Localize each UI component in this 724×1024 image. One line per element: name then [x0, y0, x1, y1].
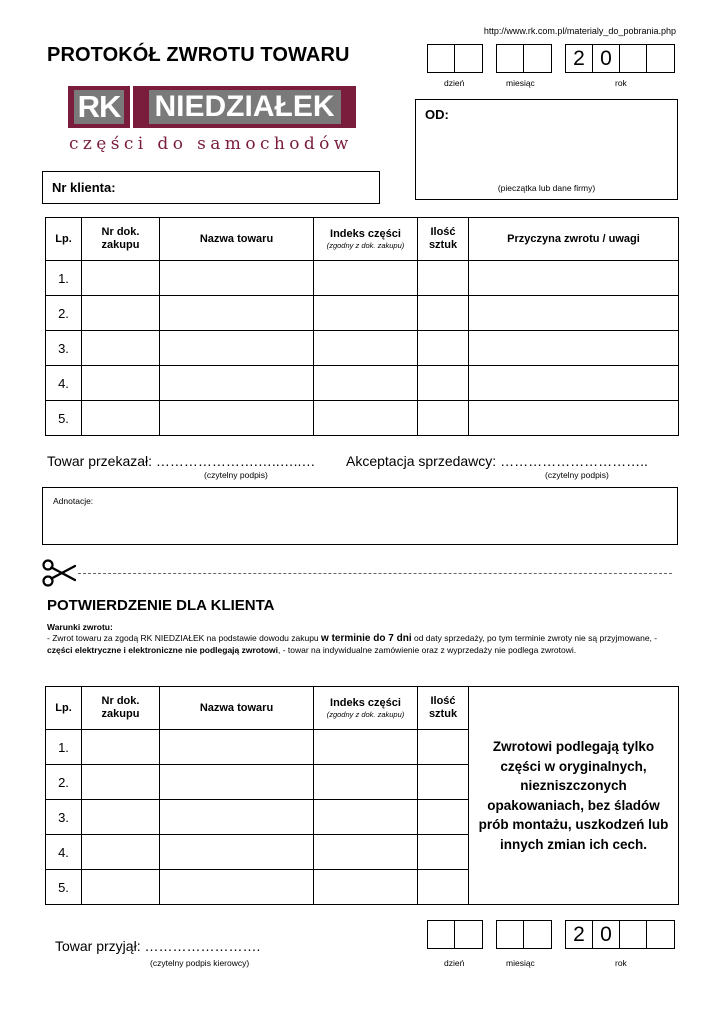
- sender-box[interactable]: [415, 99, 678, 200]
- document-title: PROTOKÓŁ ZWROTU TOWARU: [47, 44, 350, 66]
- table-row[interactable]: 5.: [46, 870, 679, 905]
- logo-subtitle: części do samochodów: [69, 134, 353, 154]
- scissors-icon: [42, 559, 76, 587]
- sender-label: OD:: [425, 107, 449, 122]
- table-row[interactable]: 1.: [46, 261, 679, 296]
- col-quantity: Ilość sztuk: [418, 218, 469, 261]
- day-field[interactable]: [427, 44, 483, 73]
- col-lp: Lp.: [46, 687, 82, 730]
- table-row[interactable]: 3.: [46, 800, 679, 835]
- table-row[interactable]: 4.: [46, 835, 679, 870]
- received-note: (czytelny podpis kierowcy): [150, 958, 250, 968]
- table-row[interactable]: 2.: [46, 296, 679, 331]
- year-field[interactable]: 2 0: [565, 44, 675, 73]
- conditions-title: Warunki zwrotu:: [47, 622, 113, 632]
- seller-acceptance-signature[interactable]: Akceptacja sprzedawcy: …………………………..: [346, 453, 648, 469]
- notes-label: Adnotacje:: [53, 496, 94, 506]
- received-signature[interactable]: Towar przyjął: …………………….: [55, 938, 261, 954]
- col-part-index: Indeks części (zgodny z dok. zakupu): [314, 218, 418, 261]
- stamp-note: (pieczątka lub dane firmy): [497, 183, 596, 193]
- col-lp: Lp.: [46, 218, 82, 261]
- date-fields-bottom: [427, 920, 677, 970]
- table-row[interactable]: 1.: [46, 730, 679, 765]
- month-field[interactable]: [496, 44, 552, 73]
- confirmation-title: POTWIERDZENIE DLA KLIENTA: [47, 597, 275, 614]
- date-fields-top: [427, 44, 677, 90]
- col-product-name: Nazwa towaru: [160, 218, 314, 261]
- table-row[interactable]: 2.: [46, 765, 679, 800]
- day-label: dzień: [444, 78, 465, 88]
- company-logo: RK NIEDZIAŁEK części do samochodów: [68, 86, 356, 154]
- client-number-label: Nr klienta:: [52, 180, 116, 195]
- return-policy-info: Zwrotowi podlegają tylko części w oryginalnych, niezniszczonych opakowaniach, bez śladów prób montażu, uszkodzeń lub innych zmian ich cech.: [469, 687, 679, 905]
- day-label: dzień: [444, 958, 465, 968]
- table-row[interactable]: 5.: [46, 401, 679, 436]
- month-field[interactable]: [496, 920, 552, 949]
- col-quantity: Ilość sztuk: [418, 687, 469, 730]
- day-field[interactable]: [427, 920, 483, 949]
- table-row[interactable]: 4.: [46, 366, 679, 401]
- cut-line: [42, 559, 672, 583]
- month-label: miesiąc: [506, 958, 535, 968]
- return-items-table: [45, 217, 679, 436]
- col-purchase-doc: Nr dok. zakupu: [82, 218, 160, 261]
- col-purchase-doc: Nr dok. zakupu: [82, 687, 160, 730]
- source-url: http://www.rk.com.pl/materialy_do_pobrania.php: [483, 26, 676, 36]
- handed-over-signature[interactable]: Towar przekazał: ………………….…..…..…: [47, 453, 316, 469]
- year-label: rok: [615, 958, 627, 968]
- col-product-name: Nazwa towaru: [160, 687, 314, 730]
- handed-over-note: (czytelny podpis): [204, 470, 268, 480]
- seller-acceptance-note: (czytelny podpis): [545, 470, 609, 480]
- client-number-field[interactable]: [42, 171, 380, 204]
- conditions-text: - Zwrot towaru za zgodą RK NIEDZIAŁEK na podstawie dowodu zakupu w terminie do 7 dni od daty sprzedaży, po tym terminie zwroty nie są przyjmowane, - części elektryczne i elektroniczne nie podlegają zwrotowi, - towar na indywidualne zamówienie oraz z wyprzedaży nie podlega zwrotowi.: [47, 633, 658, 655]
- year-field[interactable]: 2 0: [565, 920, 675, 949]
- notes-box[interactable]: [42, 487, 678, 545]
- col-reason: Przyczyna zwrotu / uwagi: [469, 218, 679, 261]
- year-label: rok: [615, 78, 627, 88]
- col-part-index: Indeks części (zgodny z dok. zakupu): [314, 687, 418, 730]
- table-row[interactable]: 3.: [46, 331, 679, 366]
- month-label: miesiąc: [506, 78, 535, 88]
- confirmation-table: [45, 686, 679, 905]
